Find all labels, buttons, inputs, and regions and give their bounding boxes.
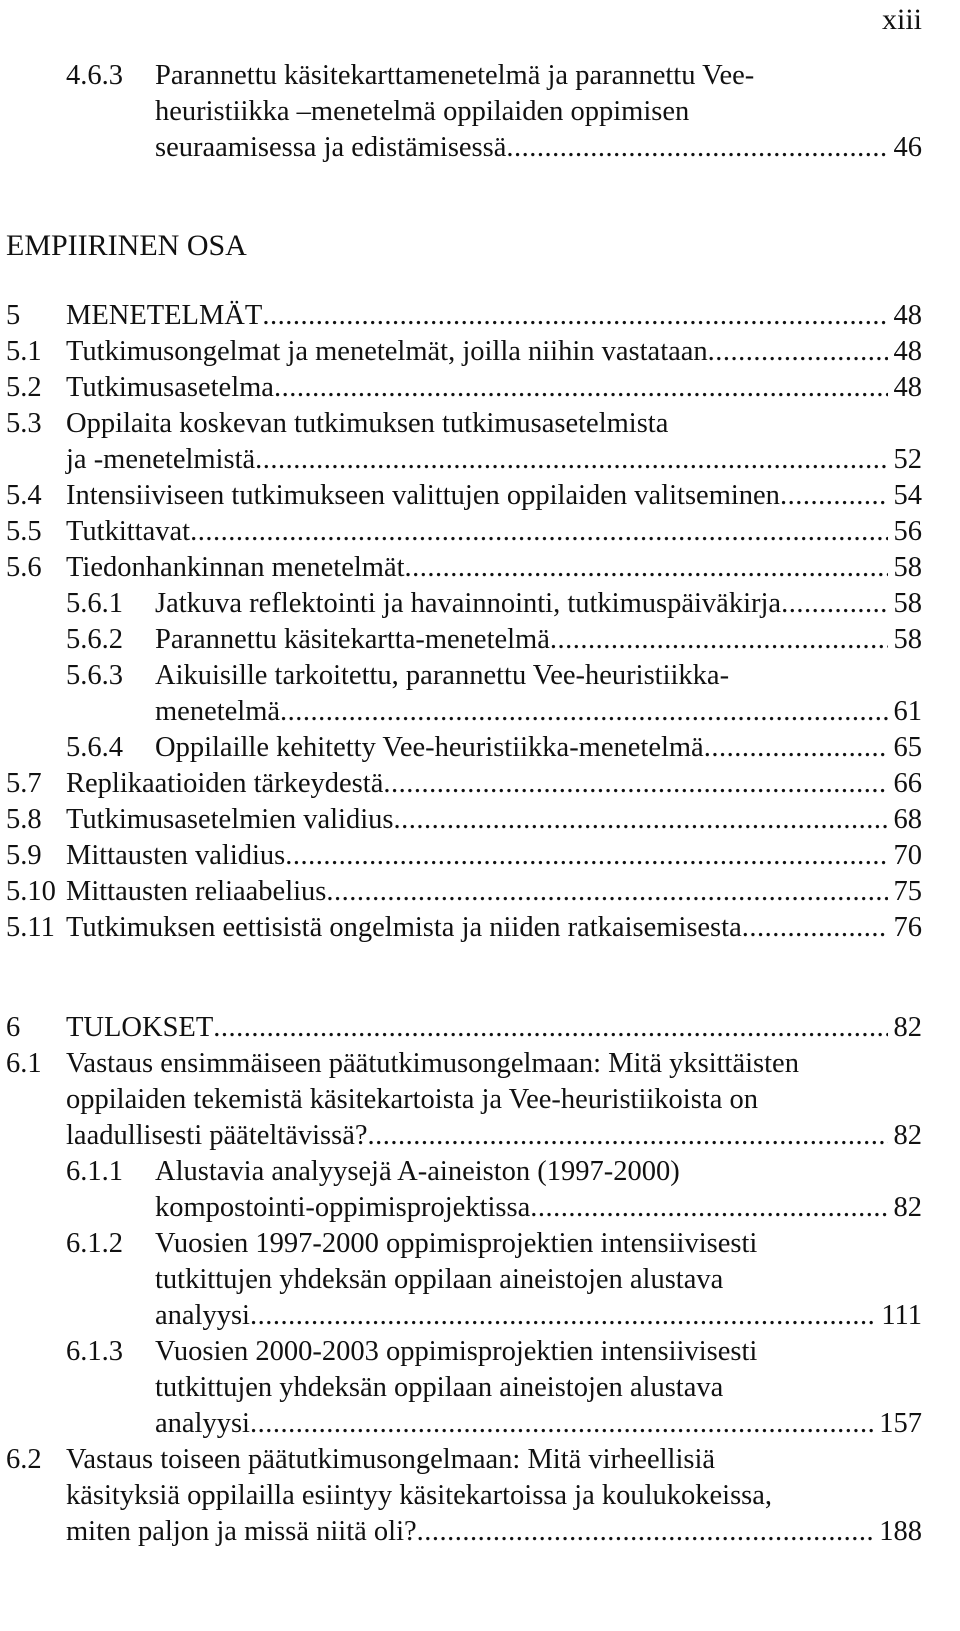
toc-entry-title: Vuosien 2000-2003 oppimisprojektien intensiivisesti — [155, 1336, 758, 1367]
toc-entry-line — [0, 1478, 922, 1514]
toc-entry-title: kompostointi-oppimisprojektissa — [155, 1192, 531, 1223]
toc-entry-line — [0, 1298, 922, 1334]
toc-page-number: 70 — [893, 840, 922, 871]
dot-leader — [530, 1190, 887, 1226]
dot-leader — [190, 514, 887, 550]
toc-entry-number: 5.10 — [6, 876, 56, 907]
dot-leader — [213, 1010, 887, 1046]
page-number: xiii — [881, 3, 922, 36]
toc-entry-line — [0, 1514, 922, 1550]
toc-entry-number: 6.1.2 — [66, 1228, 123, 1259]
toc-entry-line — [0, 622, 922, 658]
toc-page-number: 58 — [893, 552, 922, 583]
toc-entry-line — [0, 694, 922, 730]
toc-entry-title: Mittausten reliaabelius — [66, 876, 327, 907]
toc-entry-number: 6.1 — [6, 1048, 42, 1079]
toc-page-number: 58 — [893, 588, 922, 619]
toc-entry-title: Intensiiviseen tutkimukseen valittujen oppilaiden valitseminen — [66, 480, 780, 511]
dot-leader — [394, 802, 888, 838]
toc-page-number: 82 — [893, 1120, 922, 1151]
toc-entry-line — [0, 514, 922, 550]
dot-leader — [368, 1118, 888, 1154]
dot-leader — [781, 586, 887, 622]
toc-page-number: 68 — [893, 804, 922, 835]
dot-leader — [550, 622, 888, 658]
toc-entry-line — [0, 130, 922, 166]
toc-entry-line — [0, 838, 922, 874]
dot-leader — [780, 478, 888, 514]
toc-entry-line — [0, 58, 922, 94]
toc-entry-line — [0, 1406, 922, 1442]
toc-entry-line — [0, 730, 922, 766]
dot-leader — [417, 1514, 874, 1550]
toc-entry-line — [0, 1334, 922, 1370]
dot-leader — [742, 910, 888, 946]
toc-entry-title: Vastaus ensimmäiseen päätutkimusongelmaan: Mitä yksittäisten — [66, 1048, 799, 1079]
toc-page-number: 56 — [893, 516, 922, 547]
dot-leader — [250, 1406, 873, 1442]
dot-leader — [262, 298, 887, 334]
dot-leader — [326, 874, 887, 910]
toc-entry-title: Tiedonhankinnan menetelmät — [66, 552, 405, 583]
toc-entry-number: 5.6.3 — [66, 660, 123, 691]
toc-entry-title: Oppilaille kehitetty Vee-heuristiikka-menetelmä — [155, 732, 704, 763]
dot-leader — [704, 730, 888, 766]
toc-entry-line — [0, 1046, 922, 1082]
dot-leader — [383, 766, 887, 802]
toc-entry-number: 5.3 — [6, 408, 42, 439]
toc-page-number: 52 — [893, 444, 922, 475]
toc-entry-number: 5.6.1 — [66, 588, 123, 619]
toc-entry-title: MENETELMÄT — [66, 300, 263, 331]
toc-entry-line — [0, 1190, 922, 1226]
toc-entry-line — [0, 586, 922, 622]
toc-page-number: 76 — [893, 912, 922, 943]
toc-entry-number: 5.6 — [6, 552, 42, 583]
toc-page-number: 157 — [879, 1408, 922, 1439]
toc-entry-line — [0, 1262, 922, 1298]
toc-page-number: 58 — [893, 624, 922, 655]
toc-entry-number: 5.6.2 — [66, 624, 123, 655]
toc-entry-number: 5.1 — [6, 336, 42, 367]
toc-entry-line — [0, 370, 922, 406]
toc-page-number: 82 — [893, 1012, 922, 1043]
toc-entry-title: Tutkimusasetelmien validius — [66, 804, 394, 835]
toc-entry-title: Tutkittavat — [66, 516, 191, 547]
toc-entry-number: 6 — [6, 1012, 21, 1043]
toc-entry-title: miten paljon ja missä niitä oli? — [66, 1516, 417, 1547]
toc-entry-line — [0, 1370, 922, 1406]
toc-entry-title: heuristiikka –menetelmä oppilaiden oppimisen — [155, 96, 690, 127]
toc-entry-title: Aikuisille tarkoitettu, parannettu Vee-heuristiikka- — [155, 660, 730, 691]
toc-entry-number: 5.6.4 — [66, 732, 123, 763]
toc-entry-number: 5.9 — [6, 840, 42, 871]
toc-entry-line — [0, 874, 922, 910]
toc-entry-title: oppilaiden tekemistä käsitekartoista ja Vee-heuristiikoista on — [66, 1084, 759, 1115]
toc-page-number: 61 — [893, 696, 922, 727]
toc-entry-line — [0, 1226, 922, 1262]
toc-page-number: 46 — [893, 132, 922, 163]
toc-entry-number: 5 — [6, 300, 21, 331]
toc-page-number: 75 — [893, 876, 922, 907]
toc-entry-number: 5.4 — [6, 480, 42, 511]
toc-entry-title: tutkittujen yhdeksän oppilaan aineistojen alustava — [155, 1372, 724, 1403]
toc-entry-number: 5.7 — [6, 768, 42, 799]
toc-page-number: 65 — [893, 732, 922, 763]
dot-leader — [285, 838, 887, 874]
toc-entry-line — [0, 658, 922, 694]
toc-entry-line — [0, 802, 922, 838]
toc-entry-number: 6.1.1 — [66, 1156, 123, 1187]
toc-entry-title: laadullisesti pääteltävissä? — [66, 1120, 368, 1151]
toc-entry-title: Alustavia analyysejä A-aineiston (1997-2000) — [155, 1156, 680, 1187]
toc-page-number: 111 — [881, 1300, 922, 1331]
toc-entry-number: 6.1.3 — [66, 1336, 123, 1367]
toc-entry-title: Replikaatioiden tärkeydestä — [66, 768, 384, 799]
toc-entry-number: 6.2 — [6, 1444, 42, 1475]
toc-entry-line — [0, 334, 922, 370]
dot-leader — [708, 334, 888, 370]
toc-page-number: 48 — [893, 300, 922, 331]
toc-entry-line — [0, 1118, 922, 1154]
dot-leader — [274, 370, 888, 406]
toc-page-number: 188 — [879, 1516, 922, 1547]
section-heading: EMPIIRINEN OSA — [6, 229, 247, 262]
toc-entry-number: 5.8 — [6, 804, 42, 835]
toc-entry-line — [0, 478, 922, 514]
toc-entry-line — [0, 298, 922, 334]
toc-entry-number: 4.6.3 — [66, 60, 123, 91]
toc-entry-title: Parannettu käsitekarttamenetelmä ja parannettu Vee- — [155, 60, 755, 91]
toc-entry-title: käsityksiä oppilailla esiintyy käsitekartoissa ja koulukokeissa, — [66, 1480, 773, 1511]
toc-entry-number: 5.11 — [6, 912, 55, 943]
toc-entry-title: Vuosien 1997-2000 oppimisprojektien intensiivisesti — [155, 1228, 758, 1259]
toc-entry-title: analyysi — [155, 1408, 250, 1439]
toc-entry-title: tutkittujen yhdeksän oppilaan aineistojen alustava — [155, 1264, 724, 1295]
toc-entry-number: 5.5 — [6, 516, 42, 547]
toc-page-number: 48 — [893, 372, 922, 403]
toc-entry-line — [0, 550, 922, 586]
toc-entry-title: menetelmä — [155, 696, 281, 727]
toc-entry-title: Parannettu käsitekartta-menetelmä — [155, 624, 550, 655]
toc-entry-line — [0, 94, 922, 130]
toc-entry-title: analyysi — [155, 1300, 250, 1331]
toc-entry-line — [0, 1082, 922, 1118]
toc-page-number: 48 — [893, 336, 922, 367]
toc-entry-title: Tutkimuksen eettisistä ongelmista ja niiden ratkaisemisesta — [66, 912, 742, 943]
toc-entry-line — [0, 1154, 922, 1190]
toc-entry-title: Jatkuva reflektointi ja havainnointi, tutkimuspäiväkirja — [155, 588, 782, 619]
toc-entry-number: 5.2 — [6, 372, 42, 403]
dot-leader — [250, 1298, 875, 1334]
toc-entry-line — [0, 1442, 922, 1478]
toc-entry-title: Mittausten validius — [66, 840, 286, 871]
toc-entry-title: Oppilaita koskevan tutkimuksen tutkimusasetelmista — [66, 408, 669, 439]
dot-leader — [405, 550, 888, 586]
toc-entry-line — [0, 442, 922, 478]
toc-page-number: 82 — [893, 1192, 922, 1223]
toc-entry-title: ja -menetelmistä — [66, 444, 256, 475]
toc-entry-line — [0, 910, 922, 946]
toc-entry-line — [0, 766, 922, 802]
toc-page-number: 54 — [893, 480, 922, 511]
dot-leader — [506, 130, 887, 166]
toc-entry-line — [0, 1010, 922, 1046]
toc-page-number: 66 — [893, 768, 922, 799]
dot-leader — [255, 442, 887, 478]
toc-entry-title: seuraamisessa ja edistämisessä — [155, 132, 507, 163]
toc-entry-title: TULOKSET — [66, 1012, 214, 1043]
toc-entry-title: Tutkimusongelmat ja menetelmät, joilla niihin vastataan — [66, 336, 708, 367]
toc-entry-title: Tutkimusasetelma — [66, 372, 274, 403]
toc-entry-title: Vastaus toiseen päätutkimusongelmaan: Mitä virheellisiä — [66, 1444, 716, 1475]
dot-leader — [280, 694, 887, 730]
toc-entry-line — [0, 406, 922, 442]
